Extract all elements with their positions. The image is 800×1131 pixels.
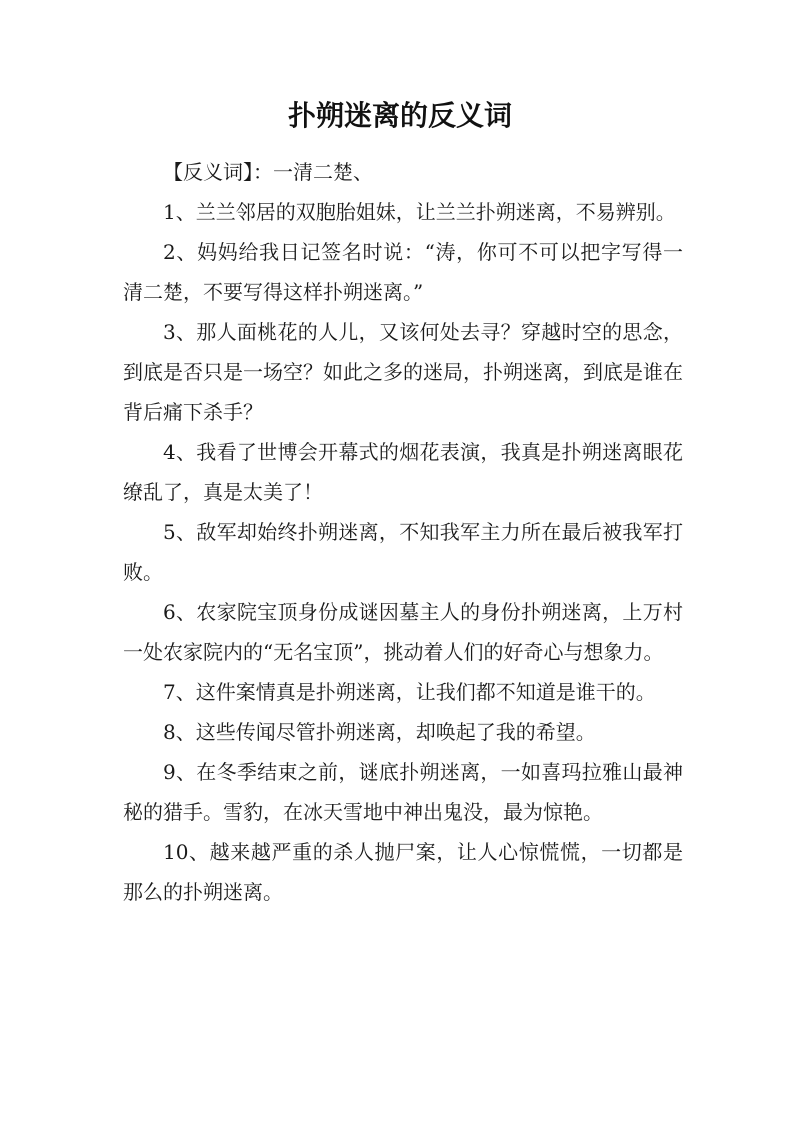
example-sentence-5: 5、敌军却始终扑朔迷离，不知我军主力所在最后被我军打败。 <box>123 520 683 584</box>
document-title: 扑朔迷离的反义词 <box>287 99 512 132</box>
example-sentence-4: 4、我看了世博会开幕式的烟花表演，我真是扑朔迷离眼花缭乱了，真是太美了！ <box>123 440 683 504</box>
example-sentence-7: 7、这件案情真是扑朔迷离，让我们都不知道是谁干的。 <box>163 680 656 704</box>
example-sentence-10: 10、越来越严重的杀人抛尸案，让人心惊慌慌，一切都是那么的扑朔迷离。 <box>123 840 683 904</box>
example-sentence-1: 1、兰兰邻居的双胞胎姐妹，让兰兰扑朔迷离，不易辨别。 <box>163 200 676 224</box>
document-body <box>123 152 683 912</box>
example-sentence-6: 6、农家院宝顶身份成谜因墓主人的身份扑朔迷离，上万村一处农家院内的“无名宝顶”，挑动着人们的好奇心与想象力。 <box>123 600 683 664</box>
example-sentence-2: 2、妈妈给我日记签名时说：“涛，你可不可以把字写得一清二楚，不要写得这样扑朔迷离。” <box>123 240 683 304</box>
example-sentence-9: 9、在冬季结束之前，谜底扑朔迷离，一如喜玛拉雅山最神秘的猎手。雪豹，在冰天雪地中神出鬼没，最为惊艳。 <box>123 760 683 824</box>
example-sentence-3: 3、那人面桃花的人儿，又该何处去寻？穿越时空的思念，到底是否只是一场空？如此之多的迷局，扑朔迷离，到底是谁在背后痛下杀手？ <box>123 320 683 424</box>
example-sentence-8: 8、这些传闻尽管扑朔迷离，却唤起了我的希望。 <box>163 720 596 744</box>
antonym-line: 【反义词】：一清二楚、 <box>163 160 373 184</box>
